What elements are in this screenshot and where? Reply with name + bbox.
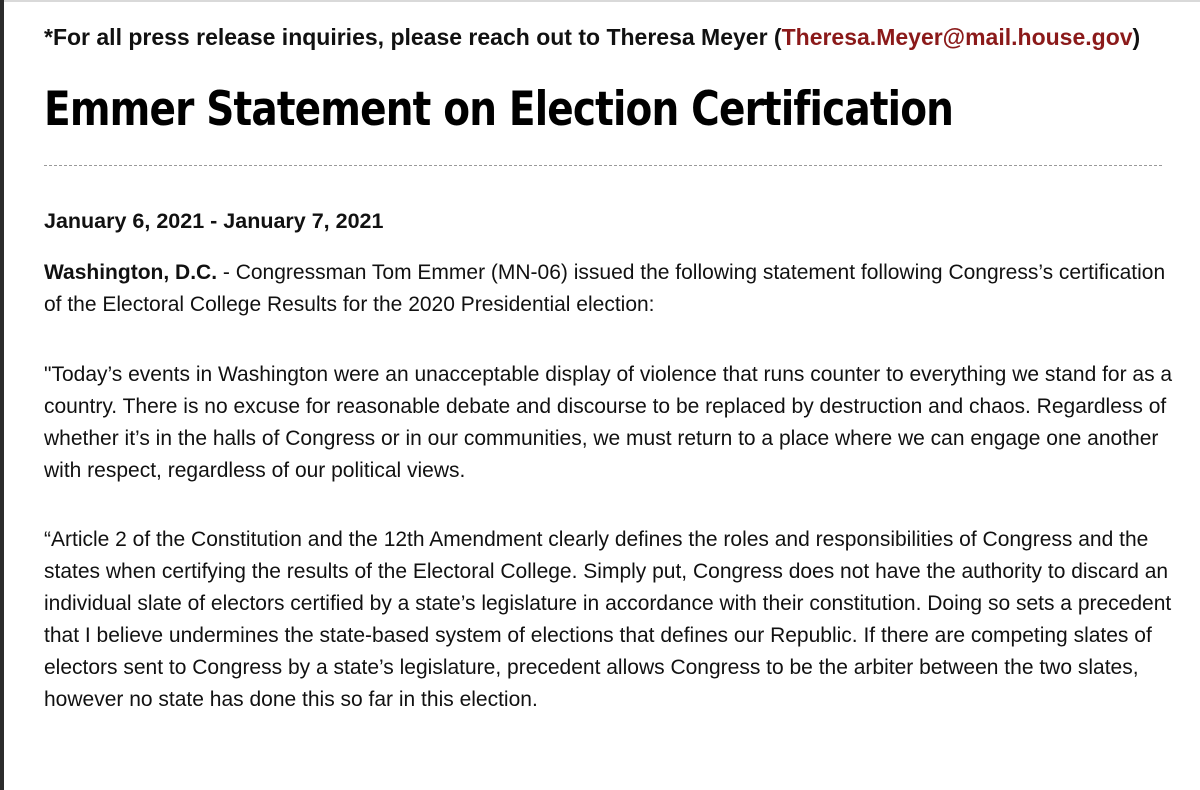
statement-paragraph-1: "Today’s events in Washington were an unacceptable display of violence that runs counter to everything we stand for as a country. There is no excuse for reasonable debate and discourse to be replaced by destruction and chaos. Regardless of whether it’s in the halls of Congress or in our communities, we must return to a place where we can engage one another with respect, regardless of our political views. [44,363,1173,482]
page-title: Emmer Statement on Election Certification [44,82,954,137]
press-contact-email-link[interactable]: Theresa.Meyer@mail.house.gov [781,24,1133,50]
inquiry-suffix: ) [1132,24,1141,50]
dateline: Washington, D.C. [44,261,218,284]
inquiry-prefix: *For all press release inquiries, please reach out to Theresa Meyer ( [44,24,782,50]
intro-paragraph [44,257,1174,321]
top-border [0,0,1200,2]
press-inquiry-note [44,24,1140,51]
intro-text: - Congressman Tom Emmer (MN-06) issued the following statement following Congress’s certification of the Electoral College Results for the 2020 Presidential election: [44,261,1166,316]
left-border [0,0,4,790]
dashed-divider [44,165,1162,166]
statement-paragraph-2: “Article 2 of the Constitution and the 12th Amendment clearly defines the roles and responsibilities of Congress and the states when certifying the results of the Electoral College. Simply put, Congress does not have the authority to discard an individual slate of electors certified by a state’s legislature in accordance with their constitution. Doing so sets a precedent that I believe undermines the state-based system of elections that defines our Republic. If there are competing slates of electors sent to Congress by a state’s legislature, precedent allows Congress to be the arbiter between the two slates, however no state has done this so far in this election. [44,528,1172,711]
release-date: January 6, 2021 - January 7, 2021 [44,209,384,233]
